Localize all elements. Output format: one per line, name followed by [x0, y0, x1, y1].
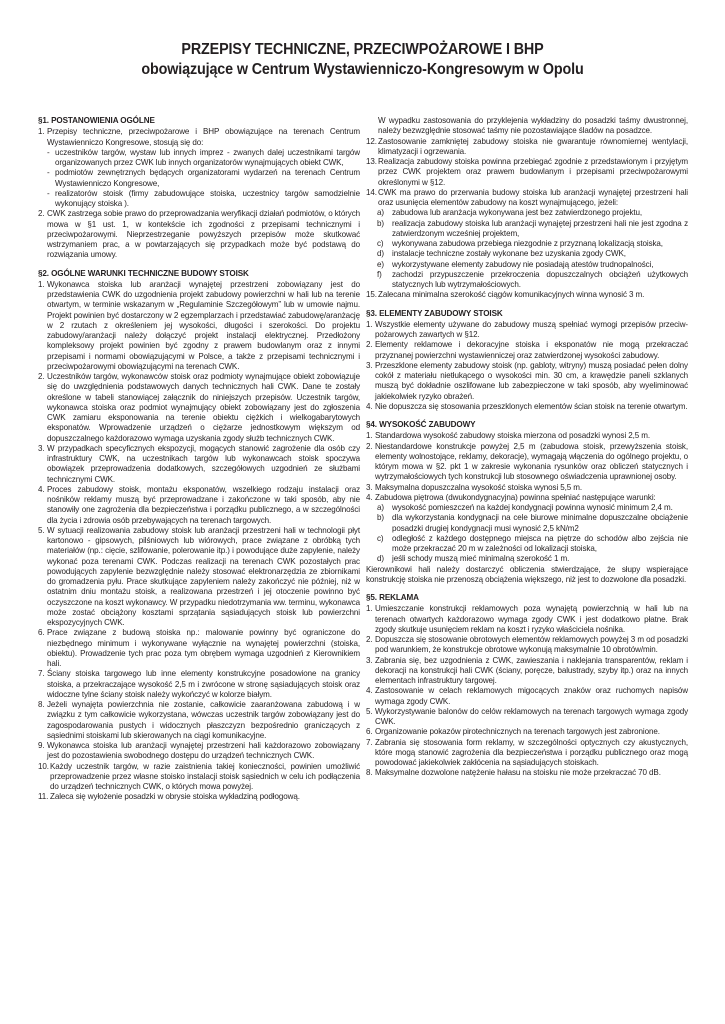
s3-item-4: 4. Nie dopuszcza się stosowania przeszklonych elementów ścian stoisk na terenie otwartym.: [366, 401, 688, 411]
s2-item-14-e: e) wykorzystywane elementy zabudowy nie posiadają atestów trudnopalności,: [377, 259, 654, 269]
s1-item-2: 2. CWK zastrzega sobie prawo do przeprowadzania weryfikacji działań podmiotów, o których mowa w §1 ust. 1, w kontekście ich zgodności z przepisami technicznymi i przeciwpożarowymi. Nieprzestrzeganie powyższych przepisów może skutkować wstrzymaniem prac, a w powtarzających się przypadkach może być podstawą do rozwiązania umowy.: [38, 209, 360, 260]
s2-item-6: 6. Prace związane z budową stoiska np.: malowanie powinny być ograniczone do niezbędnego minimum i wykonywane wyłącznie na wynajętej powierzchni (stoiska, obiektu). Prowadzenie tych prac poza tym obrębem wymaga uzgodnień z Kierownikiem hali.: [38, 628, 360, 668]
s5-item-1: 1. Umieszczanie konstrukcji reklamowych poza wynajętą powierzchnią w hali lub na terenach otwartych każdorazowo wymaga zgody CWK i jest dodatkowo płatne. Brak zgody skutkuje usunięciem reklam na koszt i ryzyko właściciela nośnika.: [366, 604, 688, 634]
s2-item-4: 4. Proces zabudowy stoisk, montażu eksponatów, wszelkiego rodzaju instalacji oraz nośników reklamy muszą być przeprowadzane i zakończone w taki sposób, aby nie stanowiły one zagrożenia dla bezpieczeństwa i porządku publicznego, a w szczególności dla życia i zdrowia osób przebywających na terenach targowych.: [38, 484, 360, 525]
s2-item-7: 7. Ściany stoiska targowego lub inne elementy konstrukcyjne posadowione na granicy stoiska, a przekraczające wysokość 2,5 m i zwrócone w stronę sąsiadujących stoisk oraz widoczne tylne ściany stoisk należy wykończyć w kolorze białym.: [38, 669, 360, 699]
document-header: [0, 40, 725, 80]
s2-item-2: 2. Uczestników targów, wykonawców stoisk oraz podmioty wynajmujące obiekt zobowiązuje się do uwzględnienia podstawowych danych technicznych hali CWK. Dane te zostały określone w tabeli stanowiącej załącznik do niniejszych przepisów. Uczestnik targów, wykonawca stoiska oraz podmiot wynajmujący obiekt zobowiązany jest do zgłoszenia CWK zamiaru eksponowania na terenie obiektu ciężkich i wielkogabarytowych eksponatów. Wprowadzenie urządzeń o ciężarze jednostkowym większym od dopuszczalnego każdorazowo wymaga uzyskania zgody służb technicznych CWK.: [38, 372, 360, 443]
s4-item-4-c: c) odległość z każdego dostępnego miejsca na piętrze do schodów albo zejścia nie może przekraczać 20 m w zależności od lokalizacji stoiska,: [377, 533, 688, 553]
s2-item-1: 1. Wykonawca stoiska lub aranżacji wynajętej przestrzeni zobowiązany jest do przedstawienia CWK do uzgodnienia projekt zabudowy powierzchni w hali lub na terenie otwartym, w terminie wskazanym w „Regulaminie Szczegółowym” lub w umowie najmu. Projekt powinien być dostarczony w 2 egzemplarzach i przedstawiać zabudowę/aranżację w 2 rzutach z określeniem jej wysokości, długości i szerokości. Do projektu zabudowy/aranżacji należy dołączyć projekt instalacji elektrycznej. Przedłożony kompleksowy projekt powinien być zgodny z prawem budowlanym oraz z innymi przepisami i normami obowiązującymi w Polsce, a także z przepisami technicznymi i przeciwpożarowymi obowiązującymi na terenach CWK.: [38, 279, 360, 371]
section-heading-s2: §2. OGÓLNE WARUNKI TECHNICZNE BUDOWY STOISK: [38, 268, 249, 278]
s5-item-8: 8. Maksymalne dozwolone natężenie hałasu na stoisku nie może przekraczać 70 dB.: [366, 768, 661, 778]
s2-item-12: 12. Zastosowanie zamkniętej zabudowy stoiska nie gwarantuje równomiernej wentylacji, klimatyzacji i ogrzewania.: [366, 136, 688, 156]
s4-item-4-b: b) dla wykorzystania kondygnacji na cele biurowe minimalne dopuszczalne obciążenie posadzki drugiej kondygnacji musi wynosić 2,5 kN/m2: [377, 513, 688, 533]
s2-item-14-a: a) zabudowa lub aranżacja wykonywana jest bez zatwierdzonego projektu,: [377, 208, 643, 218]
s5-item-2: 2. Dopuszcza się stosowanie obrotowych elementów reklamowych powyżej 3 m od posadzki pod warunkiem, że konstrukcje obrotowe wykonują maksymalnie 10 obrotów/min.: [366, 635, 688, 655]
s1-bullet-2: - podmiotów zewnętrznych będących organizatorami wydarzeń na terenach Centrum Wystawienniczo Kongresowe,: [47, 168, 360, 188]
s4-item-4-a: a) wysokość pomieszczeń na każdej kondygnacji powinna wynosić minimum 2,4 m.: [377, 503, 673, 512]
s4-item-4: 4. Zabudowa piętrowa (dwukondygnacyjna) powinna spełniać następujące warunki:: [366, 492, 656, 502]
s4-item-2: 2. Niestandardowe konstrukcje powyżej 2,5 m (zabudowa stoisk, przewyższenia stoisk, elementy wolnostojące, reklamy, dekoracje), wymagają włączenia do ogólnego projektu, o którym mowa w §2. pkt 1 w zakresie wykonania rysunków oraz obliczeń statycznych i wytrzymałościowych tych konstrukcji lub stosownego oświadczenia uprawnionej osoby.: [366, 441, 688, 482]
s3-item-3: 3. Przeszklone elementy zabudowy stoisk (np. gabloty, witryny) muszą posiadać pełen dolny cokół z materiału nietłukącego o wysokości min. 30 cm, a krawędzie paneli szklanych muszą być dokładnie oszlifowane lub zabezpieczone w taki sposób, aby wyeliminować jakiekolwiek ryzyko obrażeń.: [366, 360, 688, 401]
s2-item-13: 13. Realizacja zabudowy stoiska powinna przebiegać zgodnie z przedstawionym i przyjętym przez CWK projektem oraz prawem budowlanym i przepisami przeciwpożarowymi określonymi w §12.: [366, 157, 688, 187]
s2-item-5: 5. W sytuacji realizowania zabudowy stoisk lub aranżacji przestrzeni hali w technologii płyt kartonowo - gipsowych, pilśniowych lub wiórowych, prace związane z obróbką tych materiałów (np.: cięcie, szlifowanie, polerowanie itp.) i powodujące duże zapylenie, należy wykonać poza terenami CWK. Podczas realizacji na terenach CWK pozostałych prac powodujących zapylenie bezwzględnie należy stosować elektronarzędzia ze zbiornikami do gromadzenia pyłu. Prace skutkujące zapyleniem należy zakończyć nie później, niż w ostatnim dniu montażu stoisk, a realizowana przestrzeń i jej otoczenie powinno być oczyszczone na koszt wykonawcy. W przypadku niedotrzymania ww. terminu, wykonawca może zostać obciążony kosztami sprzątania sąsiadujących stoisk lub powierzchni ekspozycyjnych CWK.: [38, 525, 360, 627]
s1-bullet-1: - uczestników targów, wystaw lub innych imprez - zwanych dalej uczestnikami targów organizowanych przez CWK lub innych organizatorów wynajmujących obiekt CWK,: [47, 147, 360, 167]
s4-item-3: 3. Maksymalna dopuszczalna wysokość stoiska wynosi 5,5 m.: [366, 482, 583, 492]
s5-item-6: 6. Organizowanie pokazów pirotechnicznych na terenach targowych jest zabronione.: [366, 727, 660, 737]
s3-item-2: 2. Elementy reklamowe i dekoracyjne stoiska i eksponatów nie mogą przekraczać przyznanej powierzchni wystawienniczej oraz zatwierdzonej wysokości zabudowy.: [366, 340, 688, 360]
s2-item-14: 14. CWK ma prawo do przerwania budowy stoiska lub aranżacji wynajętej przestrzeni hali oraz usunięcia elementów zabudowy na koszt wynajmującego, jeżeli:: [366, 187, 688, 207]
left-column: [38, 116, 360, 803]
s2-item-15: 15. Zalecana minimalna szerokość ciągów komunikacyjnych winna wynosić 3 m.: [366, 290, 645, 300]
s4-item-4-d: d) jeśli schody muszą mieć minimalną szerokość 1 m.: [377, 554, 570, 564]
s1-bullet-3: - realizatorów stoisk (firmy zabudowujące stoiska, uczestnicy targów samodzielnie wykonujący stoiska ).: [47, 188, 360, 208]
s5-item-3: 3. Zabrania się, bez uzgodnienia z CWK, zawieszania i naklejania transparentów, reklam i dekoracji na konstrukcji hali CWK (ściany, poręcze, balustrady, szyby itp.) oraz na innych elementach infrastruktury targowej.: [366, 655, 688, 685]
s2-item-14-f: f) zachodzi przypuszczenie przekroczenia dopuszczalnych obciążeń użytkowych statycznych lub wytrzymałościowych.: [377, 269, 688, 289]
s2-item-3: 3. W przypadkach specyficznych ekspozycji, mogących stanowić zagrożenie dla osób czy infrastruktury CWK, na uczestnikach targów lub wykonawcach stoisk spoczywa obowiązek przeprowadzenia dodatkowych, szczegółowych uzgodnień ze służbami technicznymi CWK.: [38, 443, 360, 484]
s4-note: Kierownikowi hali należy dostarczyć obliczenia stwierdzające, że słupy wspierające konstrukcję stoiska nie przenoszą obciążenia większego, niż jest to dozwolone dla posadzki.: [366, 564, 688, 584]
s2-item-10: 10. Każdy uczestnik targów, w razie zaistnienia takiej konieczności, powinien umożliwić przeprowadzenie przez własne stoisko instalacji stoisk sąsiednich w celu ich podłączenia do urządzeń technicznych CWK, o których mowa powyżej.: [38, 761, 360, 791]
section-heading-s4: §4. WYSOKOŚĆ ZABUDOWY: [366, 420, 476, 429]
s2-item-11: 11. Zaleca się wyłożenie posadzki w obrysie stoiska wykładziną podłogową.: [38, 792, 300, 802]
s2-item-9: 9. Wykonawca stoiska lub aranżacji wynajętej przestrzeni hali każdorazowo zobowiązany jest do pozostawienia swobodnego dostępu do urządzeń technicznych CWK.: [38, 741, 360, 761]
right-column: [366, 116, 688, 779]
s5-item-7: 7. Zabrania się stosowania form reklamy, w szczególności optycznych czy akustycznych, które mogą stanowić zagrożenia dla bezpieczeństwa i porządku publicznego oraz mogą powodować jakiekolwiek zakłócenia na sąsiadujących stoiskach.: [366, 737, 688, 767]
section-heading-s5: §5. REKLAMA: [366, 593, 419, 602]
s2-item-14-b: b) realizacja zabudowy stoiska lub aranżacji wynajętej przestrzeni hali nie jest zgodna z zatwierdzonym wcześniej projektem,: [377, 218, 688, 238]
section-heading-s3: §3. ELEMENTY ZABUDOWY STOISK: [366, 308, 503, 318]
document-title: PRZEPISY TECHNICZNE, PRZECIWPOŻAROWE I BHP: [181, 41, 544, 58]
s1-item-1: 1. Przepisy techniczne, przeciwpożarowe i BHP obowiązujące na terenach Centrum Wystawienniczo Kongresowe, stosują się do:: [38, 127, 360, 147]
s3-item-1: 1. Wszystkie elementy używane do zabudowy muszą spełniać wymogi przepisów przeciw-pożarowych zawartych w §12.: [366, 319, 688, 339]
document-subtitle: obowiązujące w Centrum Wystawienniczo-Kongresowym w Opolu: [141, 61, 584, 78]
s2-item-11-continued: W wypadku zastosowania do przyklejenia wykładziny do posadzki taśmy dwustronnej, należy bezwzględnie stosować taśmy nie pozostawiające śladów na posadzce.: [378, 116, 688, 136]
s4-item-1: 1. Standardowa wysokość zabudowy stoiska mierzona od posadzki wynosi 2,5 m.: [366, 431, 651, 441]
s2-item-14-d: d) instalacje techniczne zostały wykonane bez uzyskania zgody CWK,: [377, 249, 626, 259]
s2-item-8: 8. Jeżeli wynajęta powierzchnia nie zostanie, całkowicie zaaranżowana zabudową i w związku z tym całkowicie wykorzystana, wówczas uczestnik targów zobowiązany jest do zagospodarowania pustych i widocznych płaszczyzn bezpośrednio graniczących z sąsiednimi stoiskami lub skierowanych na ciągi komunikacyjne.: [38, 700, 360, 740]
section-heading-s1: §1. POSTANOWIENIA OGÓLNE: [38, 116, 155, 125]
s2-item-14-c: c) wykonywana zabudowa przebiega niezgodnie z przyznaną lokalizacją stoiska,: [377, 239, 663, 248]
s5-item-4: 4. Zastosowanie w celach reklamowych migocących znaków oraz ruchomych napisów wymaga zgody CWK.: [366, 686, 688, 706]
s5-item-5: 5. Wykorzystywanie balonów do celów reklamowych na terenach targowych wymaga zgody CWK.: [366, 706, 688, 726]
